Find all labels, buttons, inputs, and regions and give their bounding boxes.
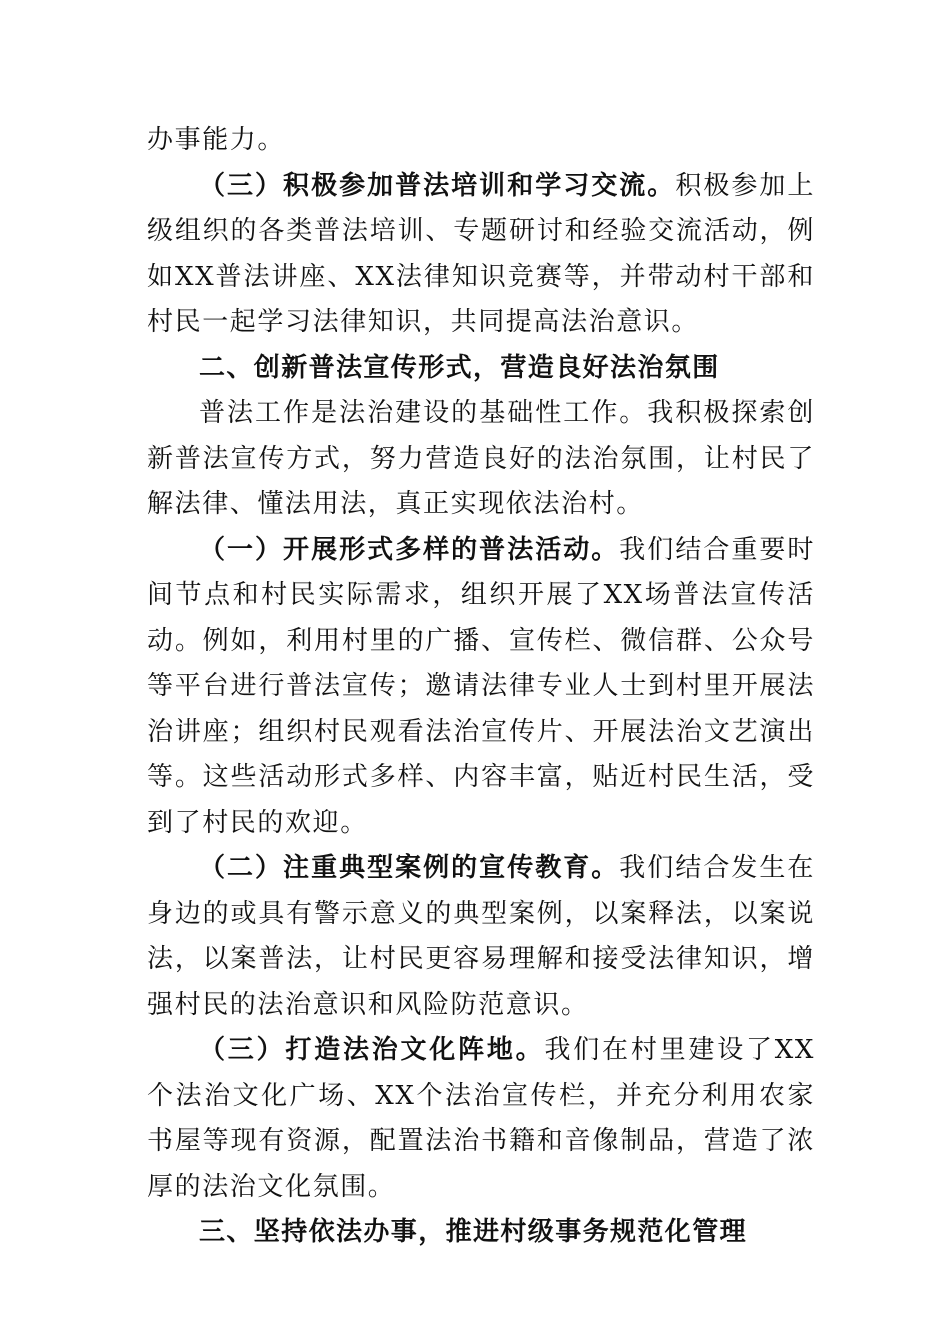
paragraph-intro: 普法工作是法治建设的基础性工作。我积极探索创新普法宣传方式，努力营造良好的法治氛围，让村民了解法律、懂法用法，真正实现依法治村。 [147, 398, 815, 519]
paragraph-lead: （三）打造法治文化阵地。 [199, 1035, 545, 1065]
document-body [147, 118, 815, 1256]
paragraph-continuation: 办事能力。 [147, 125, 286, 155]
paragraph-training [147, 164, 815, 346]
paragraph-text: 积极参加上级组织的各类普法培训、专题研讨和经验交流活动，例如XX普法讲座、XX法律知识竞赛等，并带动村干部和村民一起学习法律知识，共同提高法治意识。 [147, 170, 815, 337]
paragraph-culture [147, 1028, 815, 1210]
paragraph-lead: （一）开展形式多样的普法活动。 [199, 534, 620, 565]
paragraph-cases [147, 846, 815, 1028]
paragraph-text: 我们结合发生在身边的或具有警示意义的典型案例，以案释法，以案说法，以案普法，让村民更容易理解和接受法律知识，增强村民的法治意识和风险防范意识。 [147, 853, 815, 1020]
section-heading-3: 三、坚持依法办事，推进村级事务规范化管理 [199, 1217, 748, 1247]
paragraph-text: 我们结合重要时间节点和村民实际需求，组织开展了XX场普法宣传活动。例如，利用村里的广播、宣传栏、微信群、公众号等平台进行普法宣传；邀请法律专业人士到村里开展法治讲座；组织村民观看法治宣传片、开展法治文艺演出等。这些活动形式多样、内容丰富，贴近村民生活，受到了村民的欢迎。 [147, 534, 815, 838]
paragraph-lead: （三）积极参加普法培训和学习交流。 [199, 170, 676, 201]
paragraph-lead: （二）注重典型案例的宣传教育。 [199, 853, 620, 883]
paragraph-text: 我们在村里建设了XX个法治文化广场、XX个法治宣传栏，并充分利用农家书屋等现有资源，配置法治书籍和音像制品，营造了浓厚的法治文化氛围。 [147, 1035, 815, 1202]
section-heading-2: 二、创新普法宣传形式，营造良好法治氛围 [199, 352, 720, 383]
paragraph-activities [147, 528, 815, 847]
